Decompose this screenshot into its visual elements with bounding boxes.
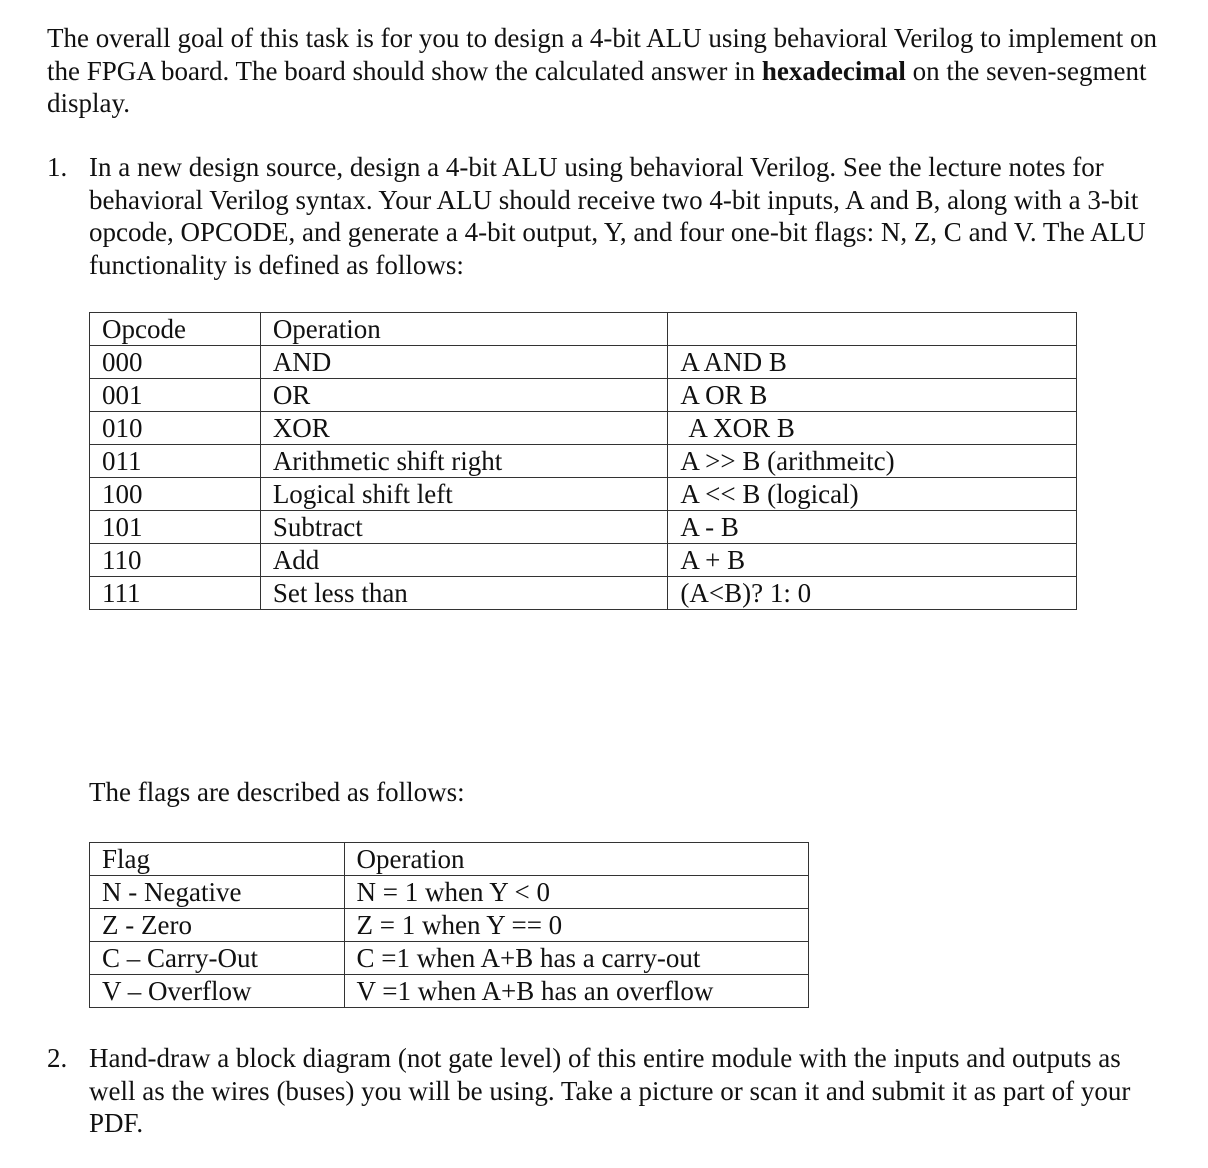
table-row	[90, 412, 1077, 445]
header-flag: Flag	[90, 843, 345, 876]
intro-bold-term: hexadecimal	[761, 55, 906, 86]
alu-operation-table	[89, 312, 1077, 610]
table-row	[90, 445, 1077, 478]
list-item-2	[47, 1042, 1167, 1140]
opcode-cell: 100	[90, 478, 261, 511]
list-number-1: 1.	[47, 152, 68, 182]
opcode-cell: 101	[90, 511, 261, 544]
table-row	[90, 544, 1077, 577]
header-operation: Operation	[260, 313, 668, 346]
table-header-row	[90, 313, 1077, 346]
operation-cell: OR	[260, 379, 668, 412]
table-row	[90, 511, 1077, 544]
operation-cell: Subtract	[260, 511, 668, 544]
list-item-1-text: In a new design source, design a 4-bit ALU using behavioral Verilog. See the lecture notes for behavioral Verilog syntax. Your ALU should receive two 4-bit inputs, A and B, along with a 3-bit opcode, OPCODE, and generate a 4-bit output, Y, and four one-bit flags: N, Z, C and V. The ALU functionality is defined as follows:	[89, 152, 1146, 280]
header-expression	[668, 313, 1077, 346]
intro-paragraph	[47, 22, 1167, 120]
opcode-cell: 001	[90, 379, 261, 412]
opcode-cell: 011	[90, 445, 261, 478]
expression-cell: A + B	[668, 544, 1077, 577]
table-row	[90, 379, 1077, 412]
flag-cell: N - Negative	[90, 876, 345, 909]
table-row	[90, 577, 1077, 610]
operation-cell: XOR	[260, 412, 668, 445]
operation-cell: Arithmetic shift right	[260, 445, 668, 478]
table-row	[90, 942, 809, 975]
operation-cell: Add	[260, 544, 668, 577]
flag-table	[89, 842, 809, 1008]
table-row	[90, 975, 809, 1008]
opcode-cell: 000	[90, 346, 261, 379]
flags-intro-text: The flags are described as follows:	[89, 777, 465, 807]
table-row	[90, 346, 1077, 379]
operation-cell: Logical shift left	[260, 478, 668, 511]
expression-cell: A AND B	[668, 346, 1077, 379]
operation-cell: Set less than	[260, 577, 668, 610]
expression-cell: A - B	[668, 511, 1077, 544]
operation-cell: AND	[260, 346, 668, 379]
flag-cell: Z - Zero	[90, 909, 345, 942]
expression-cell: A OR B	[668, 379, 1077, 412]
flag-description-cell: V =1 when A+B has an overflow	[344, 975, 808, 1008]
flag-description-cell: N = 1 when Y < 0	[344, 876, 808, 909]
table-header-row	[90, 843, 809, 876]
list-item-2-text: Hand-draw a block diagram (not gate level) of this entire module with the inputs and outputs as well as the wires (buses) you will be using. Take a picture or scan it and submit it as part of your PDF.	[89, 1043, 1131, 1138]
flag-description-cell: Z = 1 when Y == 0	[344, 909, 808, 942]
table-row	[90, 478, 1077, 511]
expression-cell: A << B (logical)	[668, 478, 1077, 511]
expression-cell: A XOR B	[668, 412, 1077, 445]
list-item-1	[47, 151, 1167, 281]
intro-text-before: The overall goal of this task is for you to design a 4-bit ALU using behavioral Verilog to implement on the FPGA board. The board should show the calculated answer in	[47, 23, 1158, 86]
intro-text-after: on the seven-segment display.	[47, 55, 1147, 118]
flag-description-cell: C =1 when A+B has a carry-out	[344, 942, 808, 975]
flag-cell: V – Overflow	[90, 975, 345, 1008]
expression-cell: A >> B (arithmeitc)	[668, 445, 1077, 478]
opcode-cell: 110	[90, 544, 261, 577]
flag-cell: C – Carry-Out	[90, 942, 345, 975]
expression-cell: (A<B)? 1: 0	[668, 577, 1077, 610]
header-operation: Operation	[344, 843, 808, 876]
list-number-2: 2.	[47, 1043, 68, 1073]
table-row	[90, 876, 809, 909]
opcode-cell: 010	[90, 412, 261, 445]
table-row	[90, 909, 809, 942]
opcode-cell: 111	[90, 577, 261, 610]
header-opcode: Opcode	[90, 313, 261, 346]
